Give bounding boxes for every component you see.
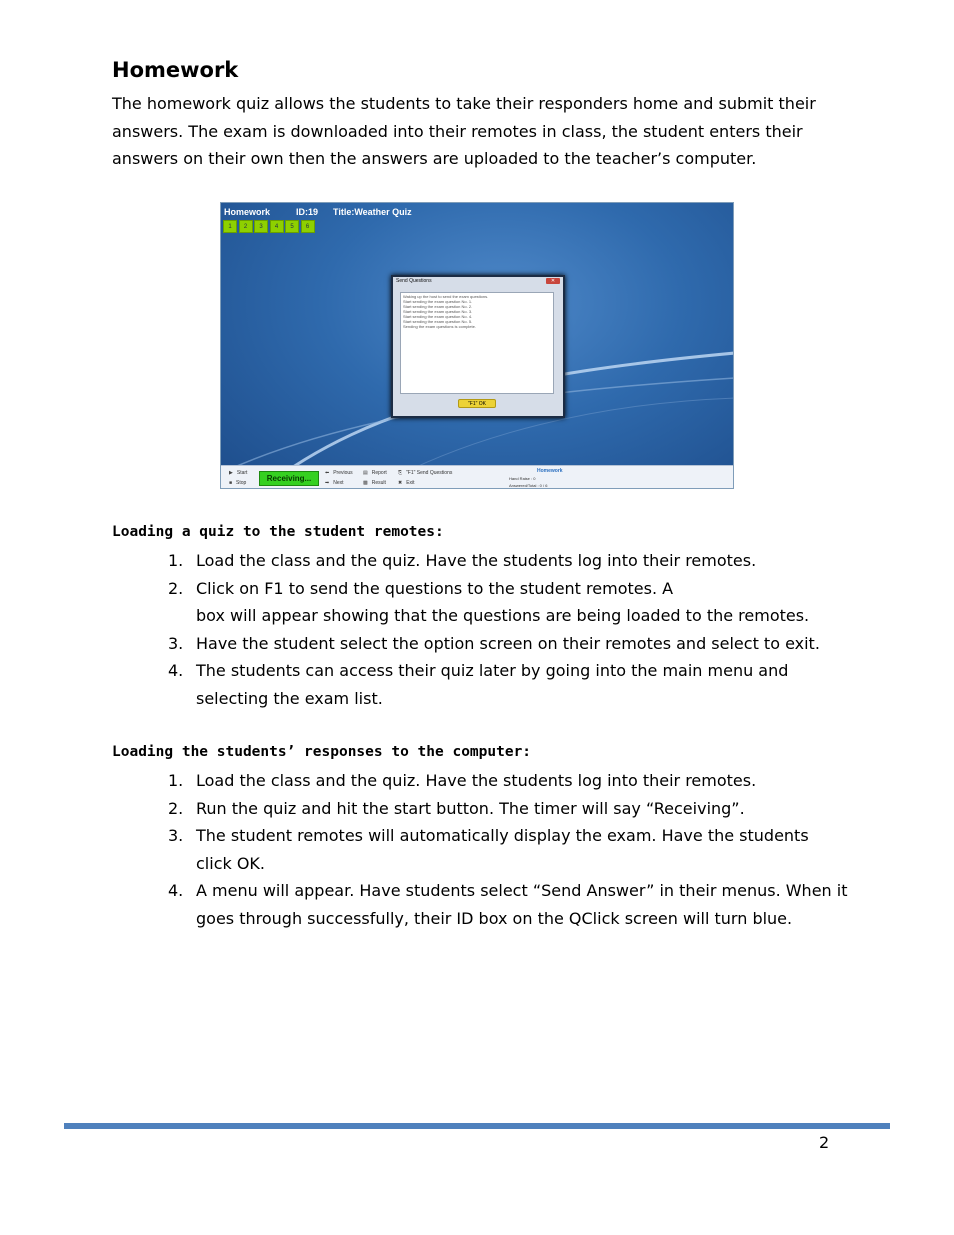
timer-status: Receiving...	[259, 471, 319, 486]
stop-icon: ■	[229, 480, 233, 486]
item-number: 3.	[168, 633, 184, 653]
list-item	[168, 657, 848, 712]
log-line: Start sending the exam question No. 5.	[403, 319, 473, 324]
log-line: Start sending the exam question No. 4.	[403, 314, 473, 319]
bar-chart-icon: ▩	[363, 480, 368, 486]
list-item	[168, 575, 848, 630]
arrow-right-icon: ➡	[325, 480, 330, 486]
item-text: Load the class and the quiz. Have the students log into their remotes.	[196, 551, 757, 570]
close-icon[interactable]: ✕	[546, 278, 560, 284]
student-id-box[interactable]: 3	[254, 220, 268, 233]
list-item	[168, 547, 848, 575]
intro-paragraph	[112, 90, 852, 173]
list-item	[168, 630, 848, 658]
log-line: Waking up the host to send the exam questions.	[403, 294, 489, 299]
list-item	[168, 822, 848, 877]
item-number: 2.	[168, 798, 184, 818]
exit-label: Exit	[406, 480, 415, 486]
stop-button[interactable]	[229, 480, 246, 486]
item-text: Click on F1 to send the questions to the student remotes. A	[196, 578, 674, 598]
quiz-header	[221, 203, 733, 219]
start-label: Start	[236, 470, 248, 476]
log-line: Start sending the exam question No. 1.	[403, 299, 473, 304]
list-item	[168, 767, 848, 795]
send-questions-button[interactable]	[398, 470, 452, 476]
student-id-box[interactable]: 6	[301, 220, 315, 233]
send-questions-dialog	[391, 275, 565, 418]
intro-line: answers on their own then the answers are uploaded to the teacher’s computer.	[112, 149, 757, 169]
next-button[interactable]	[325, 480, 343, 486]
item-text: Have the student select the option screen on their remotes and select to exit.	[196, 633, 820, 653]
section-heading-loading-quiz: Loading a quiz to the student remotes:	[112, 524, 444, 540]
student-id-box[interactable]: 4	[270, 220, 284, 233]
result-label: Result	[371, 480, 386, 486]
loading-responses-steps	[168, 767, 848, 932]
item-text-continued: box will appear showing that the questions are being loaded to the remotes.	[196, 606, 810, 625]
printer-icon: ⎘	[398, 470, 403, 476]
log-line: Start sending the exam question No. 2.	[403, 304, 473, 309]
item-number: 3.	[168, 826, 184, 845]
student-id-box[interactable]: 2	[239, 220, 253, 233]
ok-button[interactable]: "F1" OK	[458, 399, 496, 408]
student-id-box[interactable]: 5	[285, 220, 299, 233]
close-icon: ✖	[398, 480, 403, 486]
item-number: 4.	[168, 881, 184, 900]
item-number: 1.	[168, 551, 184, 570]
quiz-id: ID:19	[296, 207, 319, 217]
answered-total-count: Answered/Total : 0 / 6	[509, 483, 548, 488]
stop-label: Stop	[236, 480, 247, 486]
loading-quiz-steps	[168, 547, 848, 712]
item-text: Run the quiz and hit the start button. The timer will say “Receiving”.	[196, 798, 745, 818]
result-button[interactable]	[363, 480, 386, 486]
previous-label: Previous	[333, 470, 353, 476]
homework-screenshot	[220, 202, 734, 489]
dialog-title: Send Questions	[396, 278, 432, 284]
send-questions-label: "F1" Send Questions	[406, 470, 453, 476]
item-number: 2.	[168, 578, 184, 598]
start-button[interactable]	[229, 470, 247, 476]
item-text: Load the class and the quiz. Have the students log into their remotes.	[196, 771, 757, 790]
status-title: Homework	[537, 468, 563, 474]
student-id-strip	[223, 220, 316, 233]
report-icon: ▤	[363, 470, 368, 476]
item-number: 1.	[168, 771, 184, 790]
intro-line: answers. The exam is downloaded into their remotes in class, the student enters their	[112, 121, 803, 141]
send-log	[400, 292, 554, 394]
report-label: Report	[371, 470, 387, 476]
arrow-left-icon: ⬅	[325, 470, 330, 476]
quiz-toolbar	[221, 465, 733, 489]
item-text: A menu will appear. Have students select “Send Answer” in their menus. When it goes through successfully, their ID box on the QClick screen will turn blue.	[196, 881, 848, 928]
log-line: Start sending the exam question No. 3.	[403, 309, 473, 314]
item-number: 4.	[168, 661, 184, 680]
student-id-box[interactable]: 1	[223, 220, 237, 233]
page-title: Homework	[112, 58, 239, 82]
section-heading-loading-responses: Loading the students’ responses to the computer:	[112, 744, 532, 760]
quiz-title: Title:Weather Quiz	[333, 207, 412, 217]
log-line: Sending the exam questions is complete.	[403, 324, 476, 329]
exit-button[interactable]	[398, 480, 415, 486]
intro-line: The homework quiz allows the students to take their responders home and submit their	[112, 94, 816, 113]
report-button[interactable]	[363, 470, 387, 476]
mode-label: Homework	[224, 207, 271, 217]
previous-button[interactable]	[325, 470, 353, 476]
footer-rule	[64, 1123, 890, 1129]
page-number: 2	[819, 1133, 830, 1152]
list-item	[168, 877, 848, 932]
play-icon: ▶	[229, 470, 233, 476]
next-label: Next	[333, 480, 344, 486]
hand-raise-count: Hand Raise : 0	[509, 476, 536, 481]
list-item	[168, 795, 848, 823]
item-text: The student remotes will automatically display the exam. Have the students click OK.	[196, 826, 809, 873]
item-text: The students can access their quiz later by going into the main menu and selecting the exam list.	[196, 661, 789, 708]
